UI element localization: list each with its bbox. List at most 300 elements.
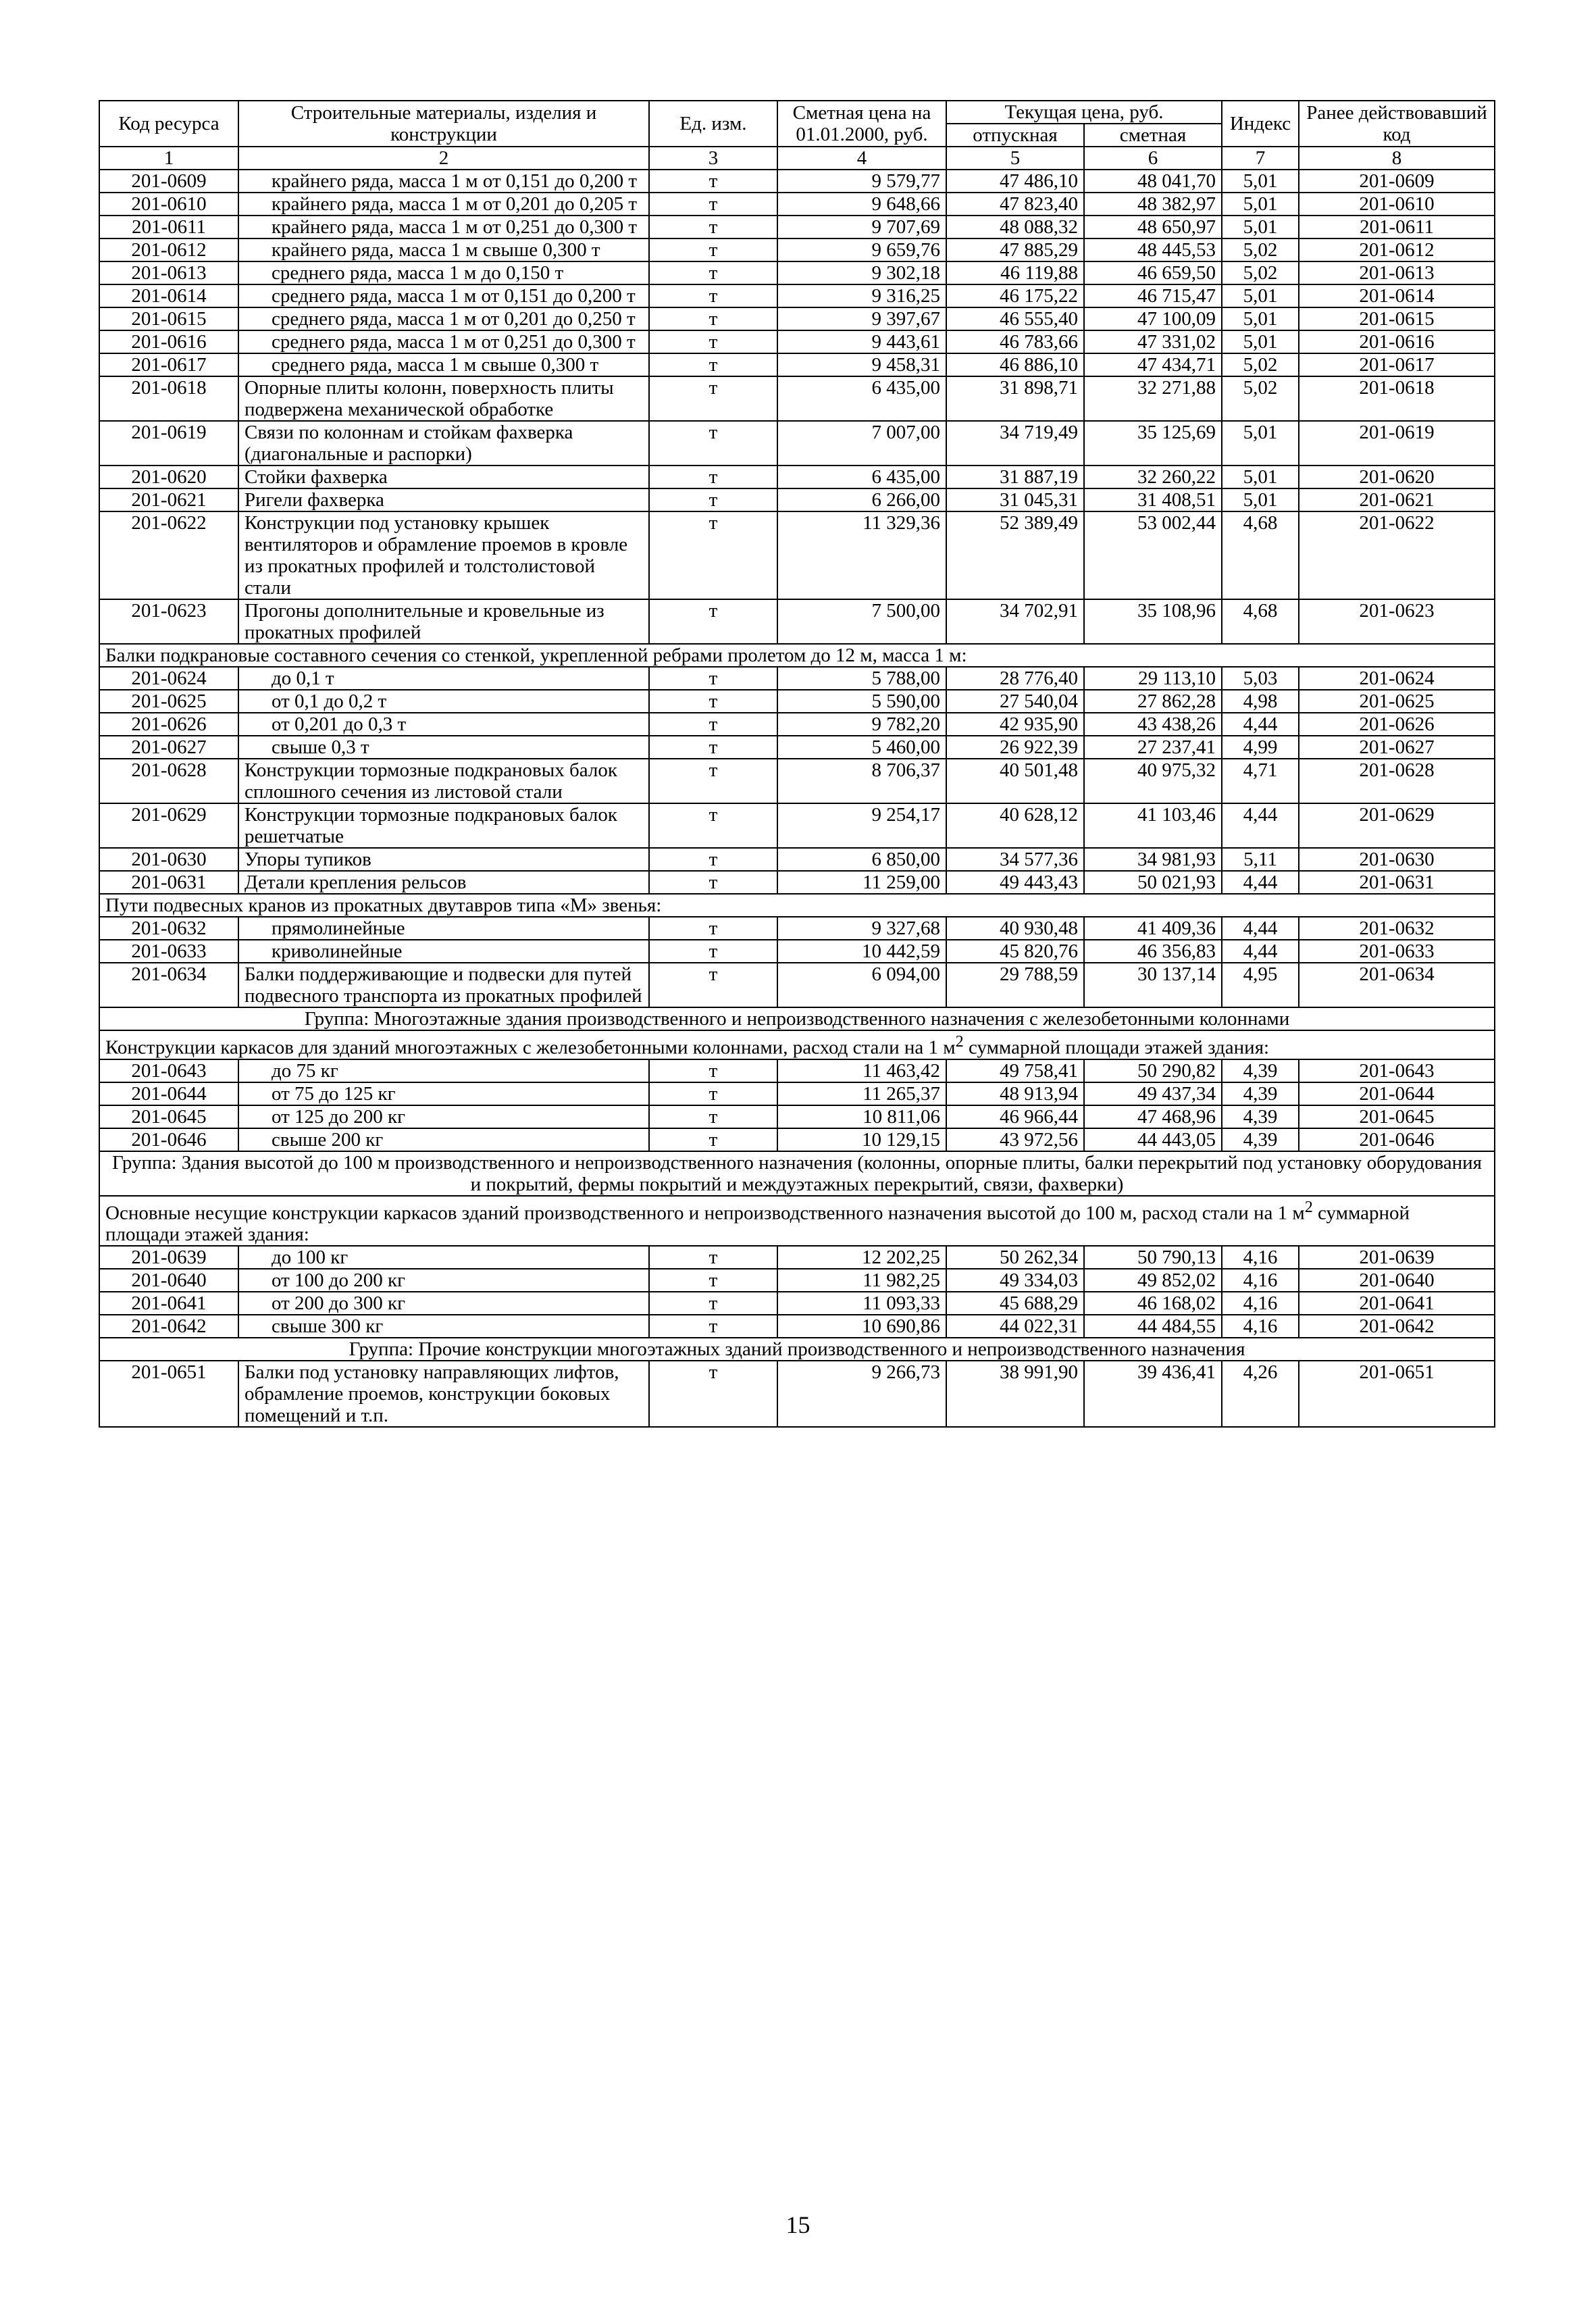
index-cell: 4,68 [1222, 599, 1299, 644]
release-price-cell: 46 966,44 [946, 1105, 1084, 1128]
index-cell: 5,01 [1222, 421, 1299, 466]
name-cell: крайнего ряда, масса 1 м свыше 0,300 т [238, 238, 649, 261]
base-price-cell: 9 648,66 [777, 193, 946, 216]
estimate-price-cell: 46 168,02 [1084, 1292, 1222, 1315]
unit-cell: т [649, 238, 777, 261]
index-cell: 4,16 [1222, 1269, 1299, 1292]
column-number-row [99, 147, 1495, 170]
column-number: 4 [777, 147, 946, 170]
name-cell: Конструкции под установку крышек вентиляторов и обрамление проемов в кровле из прокатных профилей и толстолистовой стали [238, 511, 649, 599]
name-cell: среднего ряда, масса 1 м до 0,150 т [238, 261, 649, 284]
index-cell: 5,11 [1222, 848, 1299, 871]
header-old-code: Ранее действовавший код [1299, 101, 1495, 147]
index-cell: 4,39 [1222, 1128, 1299, 1151]
code-cell: 201-0646 [99, 1128, 238, 1151]
code-cell: 201-0645 [99, 1105, 238, 1128]
old-code-cell: 201-0651 [1299, 1361, 1495, 1427]
old-code-cell: 201-0613 [1299, 261, 1495, 284]
section-row [99, 894, 1495, 917]
group-row [99, 1151, 1495, 1196]
code-cell: 201-0629 [99, 803, 238, 848]
release-price-cell: 49 443,43 [946, 871, 1084, 894]
unit-cell: т [649, 940, 777, 963]
table-row [99, 599, 1495, 644]
code-cell: 201-0630 [99, 848, 238, 871]
unit-cell: т [649, 1269, 777, 1292]
group-multistorey [99, 1007, 1495, 1059]
code-cell: 201-0640 [99, 1269, 238, 1292]
section-row [99, 1030, 1495, 1059]
name-cell: криволинейные [238, 940, 649, 963]
unit-cell: т [649, 1246, 777, 1269]
table-row [99, 803, 1495, 848]
base-price-cell: 12 202,25 [777, 1246, 946, 1269]
release-price-cell: 44 022,31 [946, 1315, 1084, 1338]
release-price-cell: 47 885,29 [946, 238, 1084, 261]
index-cell: 4,44 [1222, 917, 1299, 940]
table-row [99, 488, 1495, 511]
table-row [99, 376, 1495, 421]
base-price-cell: 9 266,73 [777, 1361, 946, 1427]
unit-cell: т [649, 421, 777, 466]
name-cell: Опорные плиты колонн, поверхность плиты подвержена механической обработке [238, 376, 649, 421]
index-cell: 4,68 [1222, 511, 1299, 599]
header-index: Индекс [1222, 101, 1299, 147]
estimate-price-cell: 27 862,28 [1084, 690, 1222, 713]
base-price-cell: 8 706,37 [777, 759, 946, 803]
estimate-price-cell: 27 237,41 [1084, 736, 1222, 759]
column-number: 6 [1084, 147, 1222, 170]
unit-cell: т [649, 713, 777, 736]
base-price-cell: 9 707,69 [777, 216, 946, 238]
header-current-price: Текущая цена, руб. [946, 101, 1222, 124]
estimate-price-cell: 35 125,69 [1084, 421, 1222, 466]
base-price-cell: 6 266,00 [777, 488, 946, 511]
group-title: Группа: Многоэтажные здания производственного и непроизводственного назначения с железобетонными колоннами [99, 1007, 1495, 1030]
code-cell: 201-0610 [99, 193, 238, 216]
index-cell: 4,39 [1222, 1082, 1299, 1105]
code-cell: 201-0623 [99, 599, 238, 644]
old-code-cell: 201-0631 [1299, 871, 1495, 894]
code-cell: 201-0614 [99, 284, 238, 307]
release-price-cell: 49 334,03 [946, 1269, 1084, 1292]
unit-cell: т [649, 330, 777, 353]
release-price-cell: 31 045,31 [946, 488, 1084, 511]
code-cell: 201-0626 [99, 713, 238, 736]
estimate-price-cell: 46 715,47 [1084, 284, 1222, 307]
base-price-cell: 9 579,77 [777, 170, 946, 193]
table-row [99, 871, 1495, 894]
code-cell: 201-0643 [99, 1059, 238, 1082]
old-code-cell: 201-0624 [1299, 667, 1495, 690]
index-cell: 5,02 [1222, 376, 1299, 421]
old-code-cell: 201-0618 [1299, 376, 1495, 421]
index-cell: 4,44 [1222, 940, 1299, 963]
release-price-cell: 47 486,10 [946, 170, 1084, 193]
estimate-price-cell: 31 408,51 [1084, 488, 1222, 511]
unit-cell: т [649, 599, 777, 644]
table-row [99, 713, 1495, 736]
release-price-cell: 43 972,56 [946, 1128, 1084, 1151]
unit-cell: т [649, 1059, 777, 1082]
name-cell: Упоры тупиков [238, 848, 649, 871]
name-cell: свыше 0,3 т [238, 736, 649, 759]
header-unit: Ед. изм. [649, 101, 777, 147]
release-price-cell: 34 577,36 [946, 848, 1084, 871]
old-code-cell: 201-0611 [1299, 216, 1495, 238]
name-cell: Детали крепления рельсов [238, 871, 649, 894]
table-row [99, 261, 1495, 284]
release-price-cell: 34 702,91 [946, 599, 1084, 644]
unit-cell: т [649, 917, 777, 940]
base-price-cell: 7 500,00 [777, 599, 946, 644]
estimate-price-cell: 47 434,71 [1084, 353, 1222, 376]
code-cell: 201-0622 [99, 511, 238, 599]
table-row [99, 1269, 1495, 1292]
old-code-cell: 201-0630 [1299, 848, 1495, 871]
base-price-cell: 9 316,25 [777, 284, 946, 307]
release-price-cell: 50 262,34 [946, 1246, 1084, 1269]
release-price-cell: 26 922,39 [946, 736, 1084, 759]
base-price-cell: 11 259,00 [777, 871, 946, 894]
table-row [99, 963, 1495, 1007]
table-row [99, 238, 1495, 261]
index-cell: 4,71 [1222, 759, 1299, 803]
old-code-cell: 201-0614 [1299, 284, 1495, 307]
base-price-cell: 6 094,00 [777, 963, 946, 1007]
release-price-cell: 48 088,32 [946, 216, 1084, 238]
estimate-price-cell: 41 103,46 [1084, 803, 1222, 848]
code-cell: 201-0615 [99, 307, 238, 330]
column-number: 1 [99, 147, 238, 170]
table-row [99, 1082, 1495, 1105]
table-row [99, 284, 1495, 307]
old-code-cell: 201-0619 [1299, 421, 1495, 466]
index-cell: 5,02 [1222, 238, 1299, 261]
unit-cell: т [649, 284, 777, 307]
estimate-price-cell: 35 108,96 [1084, 599, 1222, 644]
release-price-cell: 40 628,12 [946, 803, 1084, 848]
release-price-cell: 29 788,59 [946, 963, 1084, 1007]
old-code-cell: 201-0643 [1299, 1059, 1495, 1082]
release-price-cell: 31 887,19 [946, 466, 1084, 488]
code-cell: 201-0611 [99, 216, 238, 238]
table-row [99, 1292, 1495, 1315]
unit-cell: т [649, 1105, 777, 1128]
name-cell: до 100 кг [238, 1246, 649, 1269]
code-cell: 201-0644 [99, 1082, 238, 1105]
old-code-cell: 201-0621 [1299, 488, 1495, 511]
name-cell: от 125 до 200 кг [238, 1105, 649, 1128]
column-number: 7 [1222, 147, 1299, 170]
page-number: 15 [786, 2211, 810, 2238]
unit-cell: т [649, 1292, 777, 1315]
column-number: 2 [238, 147, 649, 170]
header-base-price: Сметная цена на 01.01.2000, руб. [777, 101, 946, 147]
release-price-cell: 45 820,76 [946, 940, 1084, 963]
release-price-cell: 38 991,90 [946, 1361, 1084, 1427]
unit-cell: т [649, 667, 777, 690]
unit-cell: т [649, 1361, 777, 1427]
header-row [99, 101, 1495, 124]
index-cell: 4,95 [1222, 963, 1299, 1007]
unit-cell: т [649, 871, 777, 894]
estimate-price-cell: 47 468,96 [1084, 1105, 1222, 1128]
base-price-cell: 7 007,00 [777, 421, 946, 466]
index-cell: 4,44 [1222, 871, 1299, 894]
table-row [99, 466, 1495, 488]
table-row [99, 917, 1495, 940]
unit-cell: т [649, 307, 777, 330]
index-cell: 5,03 [1222, 667, 1299, 690]
column-number: 3 [649, 147, 777, 170]
old-code-cell: 201-0627 [1299, 736, 1495, 759]
base-price-cell: 9 782,20 [777, 713, 946, 736]
estimate-price-cell: 53 002,44 [1084, 511, 1222, 599]
index-cell: 5,01 [1222, 466, 1299, 488]
unit-cell: т [649, 261, 777, 284]
old-code-cell: 201-0610 [1299, 193, 1495, 216]
base-price-cell: 11 329,36 [777, 511, 946, 599]
code-cell: 201-0628 [99, 759, 238, 803]
name-cell: от 100 до 200 кг [238, 1269, 649, 1292]
table-row [99, 353, 1495, 376]
table-row [99, 1128, 1495, 1151]
release-price-cell: 40 501,48 [946, 759, 1084, 803]
base-price-cell: 9 302,18 [777, 261, 946, 284]
base-price-cell: 6 850,00 [777, 848, 946, 871]
estimate-price-cell: 46 659,50 [1084, 261, 1222, 284]
base-price-cell: 5 460,00 [777, 736, 946, 759]
base-price-cell: 9 254,17 [777, 803, 946, 848]
index-cell: 4,98 [1222, 690, 1299, 713]
name-cell: крайнего ряда, масса 1 м от 0,151 до 0,200 т [238, 170, 649, 193]
name-cell: среднего ряда, масса 1 м свыше 0,300 т [238, 353, 649, 376]
table-row [99, 690, 1495, 713]
index-cell: 5,01 [1222, 307, 1299, 330]
estimate-price-cell: 49 437,34 [1084, 1082, 1222, 1105]
base-price-cell: 9 458,31 [777, 353, 946, 376]
unit-cell: т [649, 736, 777, 759]
header-name: Строительные материалы, изделия и конструкции [238, 101, 649, 147]
unit-cell: т [649, 170, 777, 193]
name-cell: от 75 до 125 кг [238, 1082, 649, 1105]
index-cell: 4,99 [1222, 736, 1299, 759]
estimate-price-cell: 32 271,88 [1084, 376, 1222, 421]
release-price-cell: 52 389,49 [946, 511, 1084, 599]
code-cell: 201-0609 [99, 170, 238, 193]
code-cell: 201-0619 [99, 421, 238, 466]
table-row [99, 421, 1495, 466]
name-cell: Конструкции тормозные подкрановых балок сплошного сечения из листовой стали [238, 759, 649, 803]
section-title-sup: 2 [1304, 1197, 1313, 1216]
table-row [99, 170, 1495, 193]
group-row [99, 1007, 1495, 1030]
code-cell: 201-0627 [99, 736, 238, 759]
code-cell: 201-0632 [99, 917, 238, 940]
rows-block-other [99, 1361, 1495, 1427]
estimate-price-cell: 50 790,13 [1084, 1246, 1222, 1269]
header-code: Код ресурса [99, 101, 238, 147]
index-cell: 4,44 [1222, 803, 1299, 848]
index-cell: 4,44 [1222, 713, 1299, 736]
base-price-cell: 11 982,25 [777, 1269, 946, 1292]
old-code-cell: 201-0612 [1299, 238, 1495, 261]
group-other [99, 1338, 1495, 1361]
section-crane-tracks [99, 894, 1495, 917]
code-cell: 201-0613 [99, 261, 238, 284]
unit-cell: т [649, 848, 777, 871]
release-price-cell: 40 930,48 [946, 917, 1084, 940]
estimate-price-cell: 48 041,70 [1084, 170, 1222, 193]
release-price-cell: 46 555,40 [946, 307, 1084, 330]
name-cell: Балки поддерживающие и подвески для путей подвесного транспорта из прокатных профилей [238, 963, 649, 1007]
old-code-cell: 201-0615 [1299, 307, 1495, 330]
name-cell: крайнего ряда, масса 1 м от 0,251 до 0,300 т [238, 216, 649, 238]
base-price-cell: 9 327,68 [777, 917, 946, 940]
code-cell: 201-0641 [99, 1292, 238, 1315]
section-title-sup: 2 [955, 1032, 964, 1051]
old-code-cell: 201-0639 [1299, 1246, 1495, 1269]
name-cell: от 0,1 до 0,2 т [238, 690, 649, 713]
name-cell: прямолинейные [238, 917, 649, 940]
estimate-price-cell: 41 409,36 [1084, 917, 1222, 940]
name-cell: Связи по колоннам и стойкам фахверка (диагональные и распорки) [238, 421, 649, 466]
name-cell: Конструкции тормозные подкрановых балок решетчатые [238, 803, 649, 848]
base-price-cell: 11 463,42 [777, 1059, 946, 1082]
section-title-part: Основные несущие конструкции каркасов зданий производственного и непроизводственного назначения высотой до 100 м, расход стали на 1 м [105, 1202, 1305, 1224]
section-title: Балки подкрановые составного сечения со стенкой, укрепленной ребрами пролетом до 12 м, масса 1 м: [99, 644, 1495, 667]
old-code-cell: 201-0623 [1299, 599, 1495, 644]
estimate-price-cell: 46 356,83 [1084, 940, 1222, 963]
section-title-part: суммарной площади этажей здания: [105, 1202, 1410, 1246]
code-cell: 201-0618 [99, 376, 238, 421]
unit-cell: т [649, 511, 777, 599]
header-release-price: отпускная [946, 124, 1084, 147]
unit-cell: т [649, 963, 777, 1007]
code-cell: 201-0620 [99, 466, 238, 488]
name-cell: крайнего ряда, масса 1 м от 0,201 до 0,205 т [238, 193, 649, 216]
estimate-price-cell: 39 436,41 [1084, 1361, 1222, 1427]
table-row [99, 667, 1495, 690]
index-cell: 5,02 [1222, 353, 1299, 376]
unit-cell: т [649, 466, 777, 488]
code-cell: 201-0634 [99, 963, 238, 1007]
old-code-cell: 201-0626 [1299, 713, 1495, 736]
price-table-sheet [99, 100, 1494, 1428]
base-price-cell: 6 435,00 [777, 376, 946, 421]
release-price-cell: 42 935,90 [946, 713, 1084, 736]
index-cell: 4,16 [1222, 1315, 1299, 1338]
estimate-price-cell: 30 137,14 [1084, 963, 1222, 1007]
base-price-cell: 11 093,33 [777, 1292, 946, 1315]
table-row [99, 307, 1495, 330]
unit-cell: т [649, 1315, 777, 1338]
unit-cell: т [649, 690, 777, 713]
table-row [99, 1246, 1495, 1269]
release-price-cell: 47 823,40 [946, 193, 1084, 216]
release-price-cell: 46 783,66 [946, 330, 1084, 353]
name-cell: Балки под установку направляющих лифтов, обрамление проемов, конструкции боковых помещений и т.п. [238, 1361, 649, 1427]
base-price-cell: 10 690,86 [777, 1315, 946, 1338]
table-row [99, 1059, 1495, 1082]
rows-block-crane-beams [99, 667, 1495, 894]
table-row [99, 940, 1495, 963]
old-code-cell: 201-0629 [1299, 803, 1495, 848]
old-code-cell: 201-0642 [1299, 1315, 1495, 1338]
code-cell: 201-0625 [99, 690, 238, 713]
base-price-cell: 11 265,37 [777, 1082, 946, 1105]
base-price-cell: 10 811,06 [777, 1105, 946, 1128]
name-cell: от 200 до 300 кг [238, 1292, 649, 1315]
unit-cell: т [649, 1128, 777, 1151]
old-code-cell: 201-0617 [1299, 353, 1495, 376]
unit-cell: т [649, 193, 777, 216]
old-code-cell: 201-0646 [1299, 1128, 1495, 1151]
release-price-cell: 46 886,10 [946, 353, 1084, 376]
base-price-cell: 10 442,59 [777, 940, 946, 963]
column-number: 8 [1299, 147, 1495, 170]
old-code-cell: 201-0641 [1299, 1292, 1495, 1315]
index-cell: 5,02 [1222, 261, 1299, 284]
unit-cell: т [649, 216, 777, 238]
unit-cell: т [649, 759, 777, 803]
code-cell: 201-0631 [99, 871, 238, 894]
rows-block-highrise [99, 1246, 1495, 1338]
rows-block-columns [99, 170, 1495, 644]
index-cell: 4,16 [1222, 1292, 1299, 1315]
old-code-cell: 201-0634 [1299, 963, 1495, 1007]
name-cell: до 0,1 т [238, 667, 649, 690]
estimate-price-cell: 40 975,32 [1084, 759, 1222, 803]
base-price-cell: 6 435,00 [777, 466, 946, 488]
index-cell: 5,01 [1222, 330, 1299, 353]
index-cell: 5,01 [1222, 193, 1299, 216]
estimate-price-cell: 48 445,53 [1084, 238, 1222, 261]
section-title [99, 1196, 1495, 1247]
unit-cell: т [649, 376, 777, 421]
name-cell: Стойки фахверка [238, 466, 649, 488]
group-row [99, 1338, 1495, 1361]
name-cell: среднего ряда, масса 1 м от 0,201 до 0,250 т [238, 307, 649, 330]
index-cell: 5,01 [1222, 488, 1299, 511]
release-price-cell: 27 540,04 [946, 690, 1084, 713]
unit-cell: т [649, 488, 777, 511]
table-row [99, 848, 1495, 871]
code-cell: 201-0617 [99, 353, 238, 376]
release-price-cell: 48 913,94 [946, 1082, 1084, 1105]
name-cell: Ригели фахверка [238, 488, 649, 511]
estimate-price-cell: 43 438,26 [1084, 713, 1222, 736]
section-crane-beams [99, 644, 1495, 667]
table-row [99, 330, 1495, 353]
old-code-cell: 201-0628 [1299, 759, 1495, 803]
group-title: Группа: Здания высотой до 100 м производственного и непроизводственного назначения (колонны, опорные плиты, балки перекрытий под установку оборудования и покрытий, фермы покрытий и междуэтажных перекрытий, связи, фахверки) [99, 1151, 1495, 1196]
code-cell: 201-0633 [99, 940, 238, 963]
table-row [99, 759, 1495, 803]
name-cell: до 75 кг [238, 1059, 649, 1082]
code-cell: 201-0612 [99, 238, 238, 261]
base-price-cell: 10 129,15 [777, 1128, 946, 1151]
group-title: Группа: Прочие конструкции многоэтажных зданий производственного и непроизводственного назначения [99, 1338, 1495, 1361]
estimate-price-cell: 44 443,05 [1084, 1128, 1222, 1151]
rows-block-crane-tracks [99, 917, 1495, 1007]
estimate-price-cell: 48 382,97 [1084, 193, 1222, 216]
old-code-cell: 201-0616 [1299, 330, 1495, 353]
table-row [99, 511, 1495, 599]
estimate-price-cell: 50 021,93 [1084, 871, 1222, 894]
old-code-cell: 201-0633 [1299, 940, 1495, 963]
